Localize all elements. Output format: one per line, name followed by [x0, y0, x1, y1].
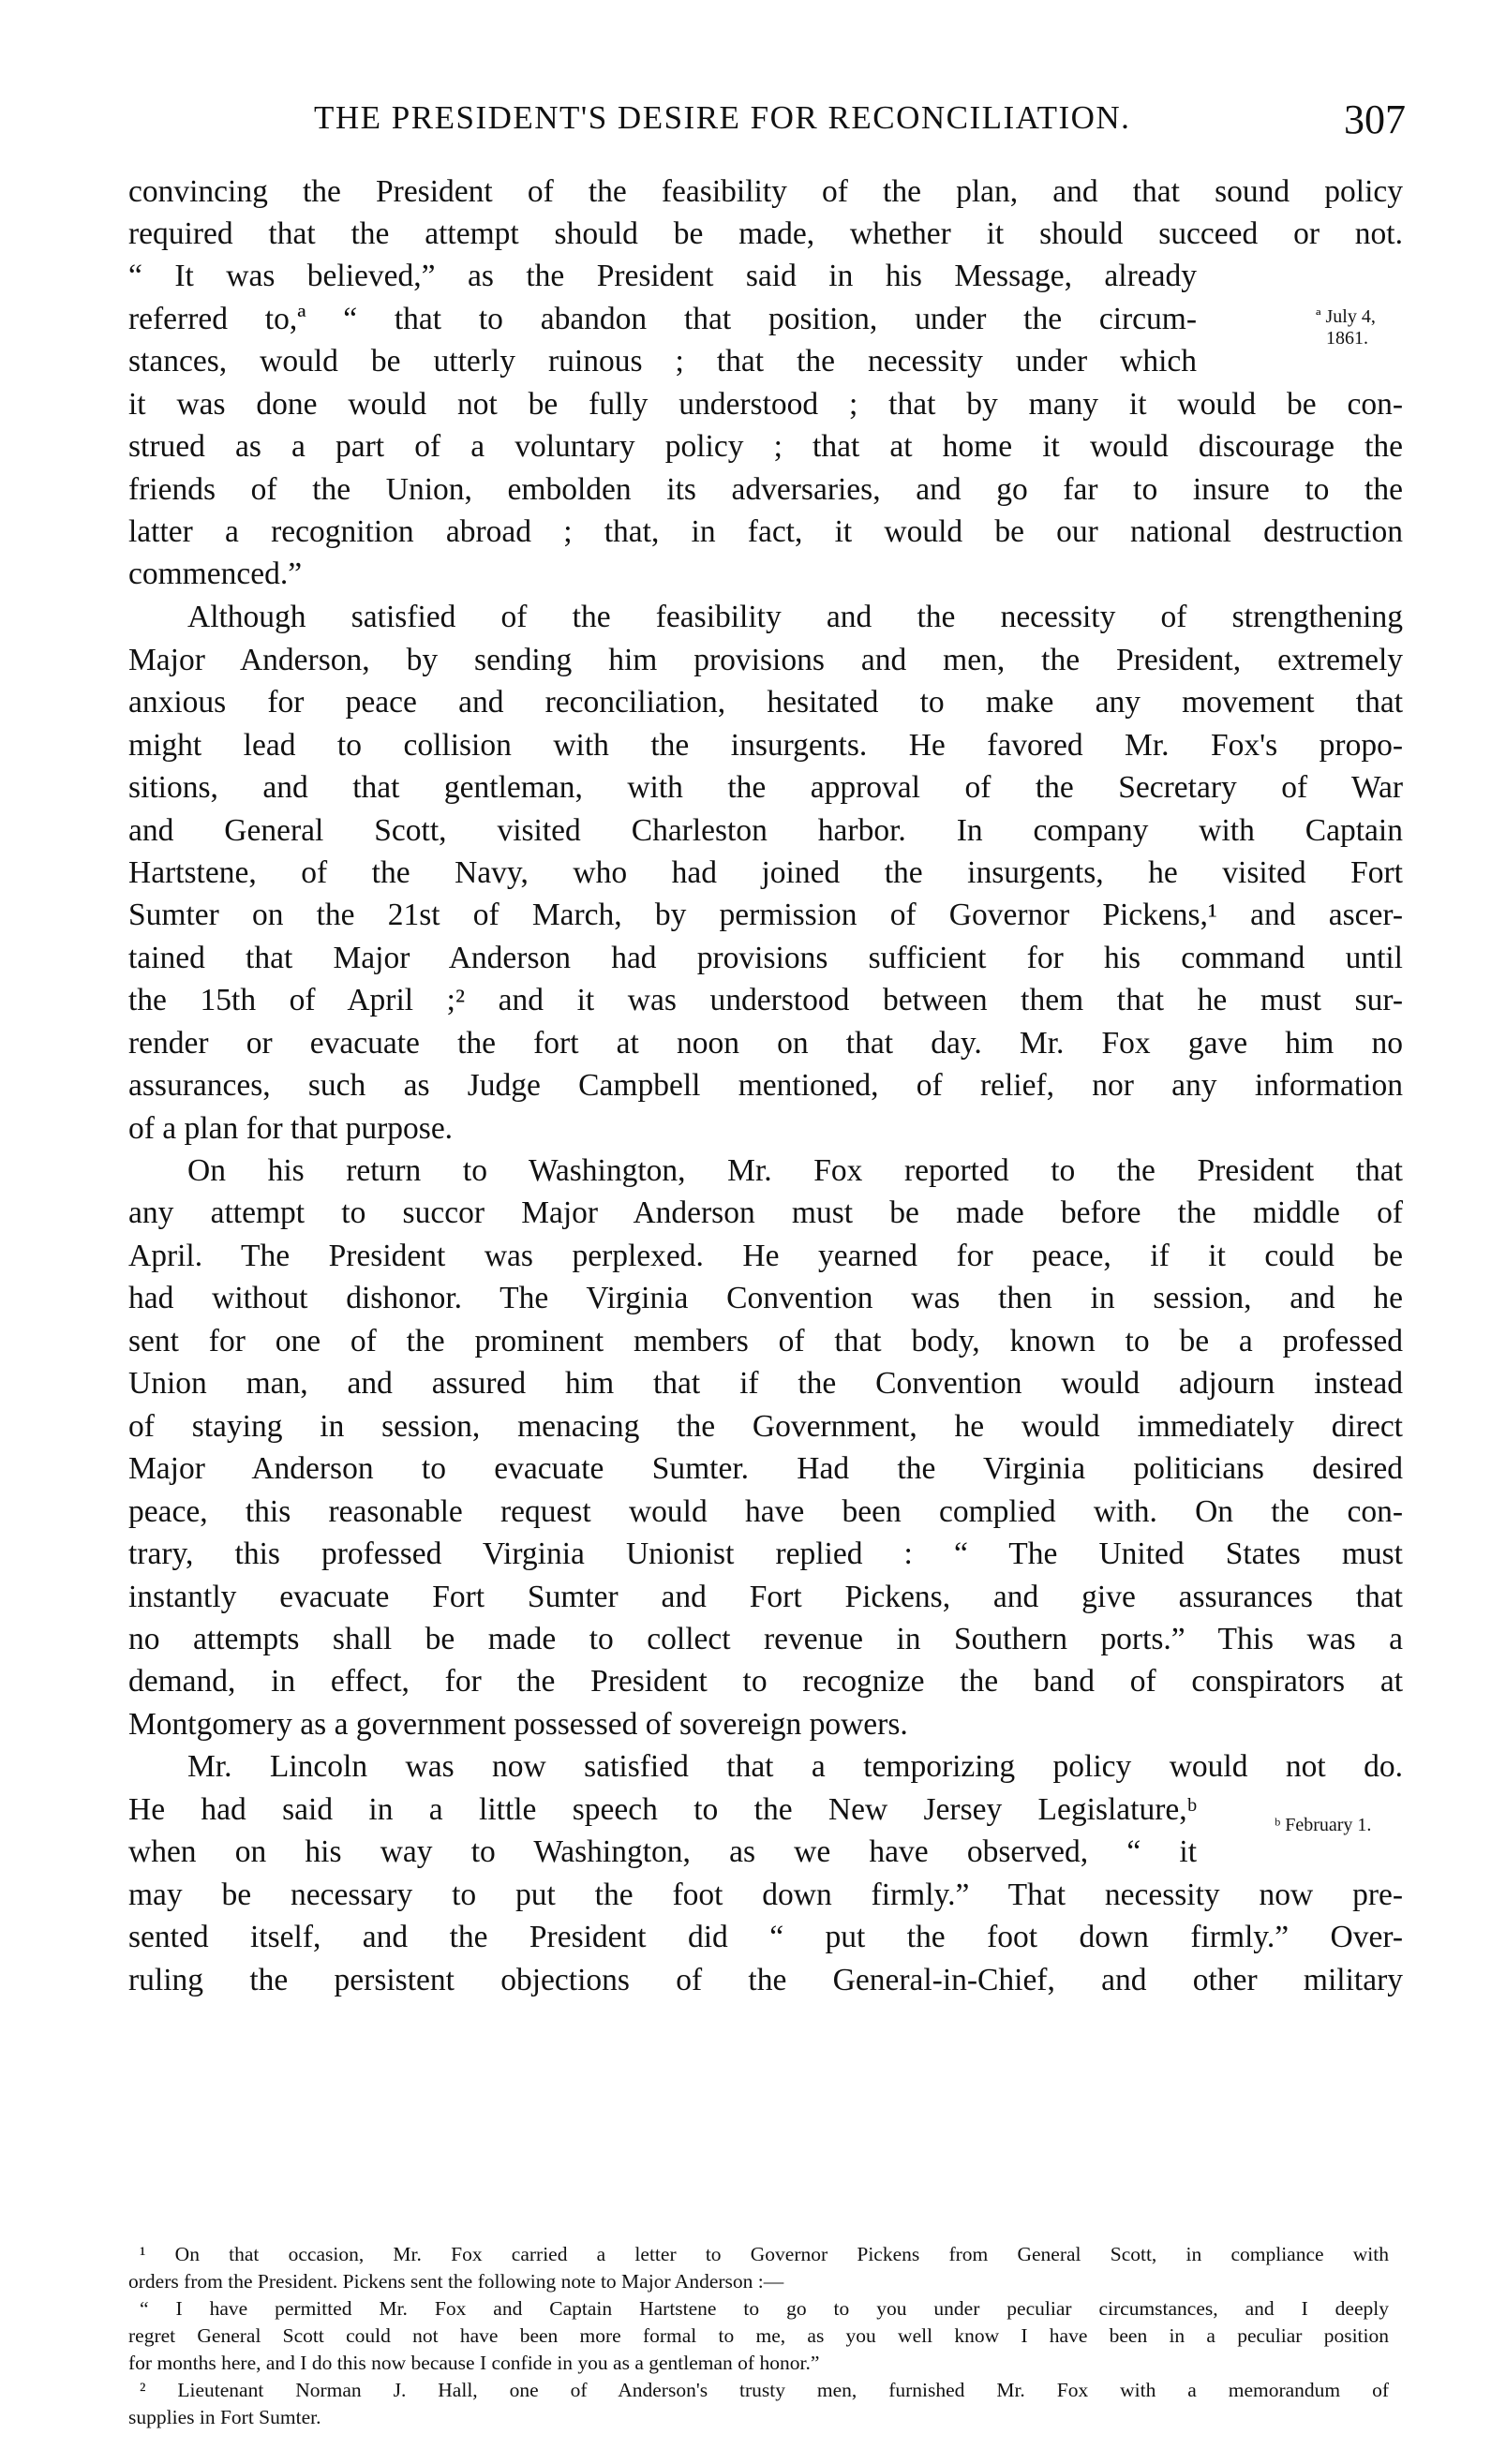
- footnote-line: ¹ On that occasion, Mr. Fox carried a letter to Governor Pickens from General Scott, in compliance with: [140, 2243, 1389, 2265]
- body-line: referred to,ª “ that to abandon that position, under the circum-: [128, 302, 1197, 336]
- body-line: He had said in a little speech to the New Jersey Legislature,ᵇ: [128, 1792, 1197, 1827]
- footnote-line: for months here, and I do this now because I confide in you as a gentleman of honor.”: [128, 2352, 820, 2374]
- page-number: 307: [1344, 96, 1406, 142]
- body-line: sitions, and that gentleman, with the approval of the Secretary of War: [128, 770, 1403, 805]
- body-line: sent for one of the prominent members of that body, known to be a professed: [128, 1324, 1403, 1358]
- body-line: might lead to collision with the insurgents. He favored Mr. Fox's propo-: [128, 728, 1403, 763]
- side-note-a-line2: 1861.: [1326, 328, 1368, 349]
- footnote-line: ² Lieutenant Norman J. Hall, one of Anderson's trusty men, furnished Mr. Fox with a memorandum of: [140, 2379, 1389, 2401]
- body-line: had without dishonor. The Virginia Convention was then in session, and he: [128, 1281, 1403, 1315]
- body-line: stances, would be utterly ruinous ; that the necessity under which: [128, 344, 1197, 379]
- body-line: latter a recognition abroad ; that, in fact, it would be our national destruction: [128, 514, 1403, 549]
- body-line: trary, this professed Virginia Unionist replied : “ The United States must: [128, 1536, 1403, 1571]
- footnote-line: supplies in Fort Sumter.: [128, 2406, 321, 2428]
- body-line: April. The President was perplexed. He yearned for peace, if it could be: [128, 1239, 1403, 1273]
- body-line: any attempt to succor Major Anderson must be made before the middle of: [128, 1195, 1403, 1230]
- side-note-a-line1: ª July 4,: [1316, 306, 1376, 327]
- body-line: ruling the persistent objections of the General-in-Chief, and other military: [128, 1963, 1403, 1997]
- body-line: anxious for peace and reconciliation, hesitated to make any movement that: [128, 685, 1403, 720]
- header-title: THE PRESIDENT'S DESIRE FOR RECONCILIATION.: [314, 99, 1131, 136]
- body-line: demand, in effect, for the President to recognize the band of conspirators at: [128, 1664, 1403, 1699]
- body-line: of staying in session, menacing the Government, he would immediately direct: [128, 1409, 1403, 1444]
- body-line: strued as a part of a voluntary policy ; that at home it would discourage the: [128, 429, 1403, 464]
- body-line: On his return to Washington, Mr. Fox reported to the President that: [187, 1153, 1403, 1188]
- body-line: no attempts shall be made to collect revenue in Southern ports.” This was a: [128, 1622, 1403, 1656]
- body-line: render or evacuate the fort at noon on that day. Mr. Fox gave him no: [128, 1026, 1403, 1061]
- body-line: “ It was believed,” as the President said in his Message, already: [128, 259, 1197, 293]
- body-line: Montgomery as a government possessed of sovereign powers.: [128, 1707, 908, 1742]
- body-line: Mr. Lincoln was now satisfied that a temporizing policy would not do.: [187, 1749, 1403, 1784]
- body-line: instantly evacuate Fort Sumter and Fort Pickens, and give assurances that: [128, 1580, 1403, 1614]
- footnote-line: “ I have permitted Mr. Fox and Captain Hartstene to go to you under peculiar circumstances, and I deeply: [140, 2297, 1389, 2320]
- body-line: when on his way to Washington, as we have observed, “ it: [128, 1834, 1197, 1869]
- footnote-line: orders from the President. Pickens sent the following note to Major Anderson :—: [128, 2270, 784, 2293]
- body-line: Although satisfied of the feasibility and the necessity of strengthening: [187, 600, 1403, 634]
- body-line: Major Anderson, by sending him provisions and men, the President, extremely: [128, 643, 1403, 677]
- body-line: commenced.”: [128, 557, 303, 591]
- body-line: the 15th of April ;² and it was understood between them that he must sur-: [128, 983, 1403, 1017]
- body-line: and General Scott, visited Charleston harbor. In company with Captain: [128, 813, 1403, 848]
- running-header: [314, 96, 1406, 148]
- body-line: Union man, and assured him that if the Convention would adjourn instead: [128, 1366, 1403, 1401]
- body-line: tained that Major Anderson had provisions sufficient for his command until: [128, 941, 1403, 975]
- body-line: it was done would not be fully understood ; that by many it would be con-: [128, 387, 1403, 422]
- body-line: friends of the Union, embolden its adversaries, and go far to insure to the: [128, 472, 1403, 507]
- body-line: of a plan for that purpose.: [128, 1111, 454, 1146]
- body-line: Major Anderson to evacuate Sumter. Had the Virginia politicians desired: [128, 1451, 1403, 1486]
- body-line: Sumter on the 21st of March, by permission of Governor Pickens,¹ and ascer-: [128, 898, 1403, 932]
- body-line: convincing the President of the feasibility of the plan, and that sound policy: [128, 174, 1403, 209]
- body-line: sented itself, and the President did “ put the foot down firmly.” Over-: [128, 1920, 1403, 1954]
- body-line: required that the attempt should be made, whether it should succeed or not.: [128, 216, 1403, 251]
- body-line: peace, this reasonable request would have been complied with. On the con-: [128, 1494, 1403, 1529]
- side-note-b: ᵇ February 1.: [1275, 1815, 1372, 1835]
- body-line: Hartstene, of the Navy, who had joined the insurgents, he visited Fort: [128, 855, 1403, 890]
- footnote-line: regret General Scott could not have been more formal to me, as you well know I have been in a peculiar position: [128, 2324, 1389, 2347]
- body-line: assurances, such as Judge Campbell mentioned, of relief, nor any information: [128, 1068, 1403, 1103]
- body-line: may be necessary to put the foot down firmly.” That necessity now pre-: [128, 1878, 1403, 1912]
